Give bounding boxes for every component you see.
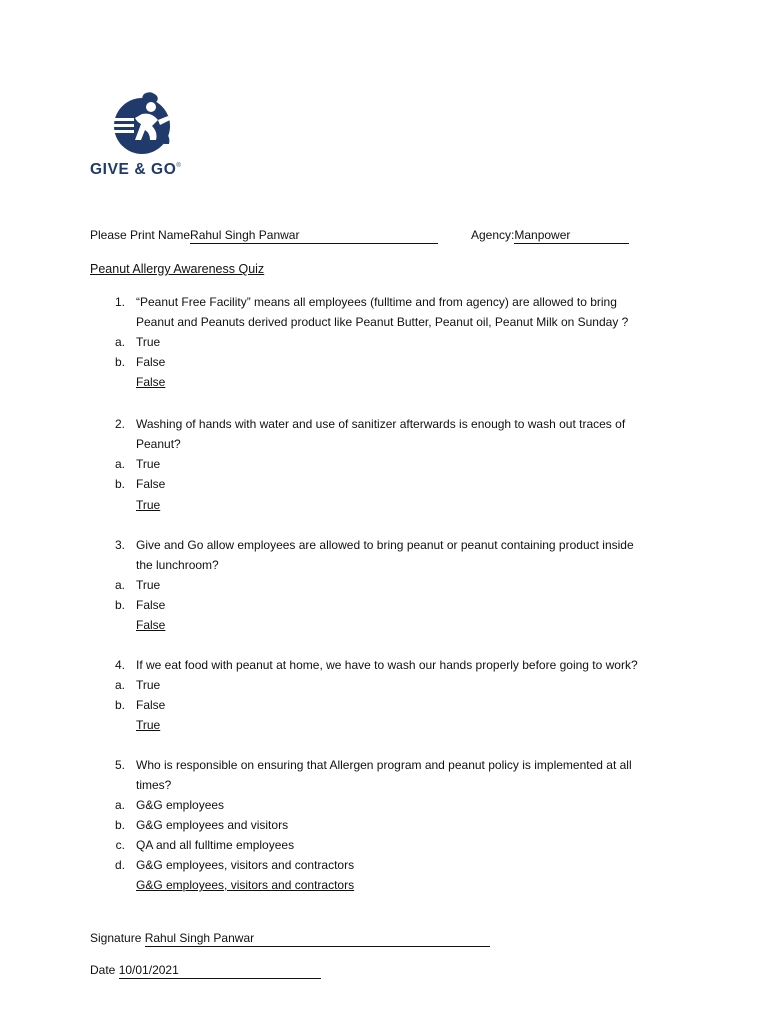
option-text: True xyxy=(136,457,161,471)
option-text: True xyxy=(136,678,161,692)
question-text-line: Washing of hands with water and use of sanitizer afterwards is enough to wash out traces of xyxy=(136,417,626,431)
option-text: False xyxy=(136,698,166,712)
agency-value: Manpower xyxy=(514,228,629,244)
option-letter: b. xyxy=(114,355,125,369)
option-letter: a. xyxy=(114,457,125,471)
question-text-line: Give and Go allow employees are allowed to bring peanut or peanut containing product inside xyxy=(136,538,634,552)
option-letter: a. xyxy=(114,678,125,692)
question-number: 3. xyxy=(114,538,125,552)
question-number: 5. xyxy=(114,758,125,772)
answer: True xyxy=(136,718,161,732)
option-text: False xyxy=(136,598,166,612)
chef-runner-icon xyxy=(108,90,186,158)
option-text: G&G employees, visitors and contractors xyxy=(136,858,355,872)
option-letter: a. xyxy=(114,798,125,812)
date-field xyxy=(90,962,321,979)
answer: False xyxy=(136,618,166,632)
agency-field xyxy=(471,227,629,244)
option-letter: b. xyxy=(114,598,125,612)
signature-value: Rahul Singh Panwar xyxy=(145,931,490,947)
logo-wordmark: GIVE & GO® xyxy=(90,161,182,178)
question-text-line: Peanut? xyxy=(136,437,181,451)
question-text-line: “Peanut Free Facility” means all employees (fulltime and from agency) are allowed to bring xyxy=(136,295,617,309)
signature-label: Signature xyxy=(90,931,142,945)
option-text: G&G employees xyxy=(136,798,225,812)
option-text: False xyxy=(136,355,166,369)
question-text-line: times? xyxy=(136,778,172,792)
agency-label: Agency: xyxy=(471,228,515,242)
give-and-go-logo xyxy=(90,90,210,182)
option-letter: a. xyxy=(114,335,125,349)
question-text-line: If we eat food with peanut at home, we have to wash our hands properly before going to work? xyxy=(136,658,638,672)
name-value: Rahul Singh Panwar xyxy=(190,228,438,244)
option-letter: d. xyxy=(114,858,125,872)
date-value: 10/01/2021 xyxy=(119,963,321,979)
question-text-line: Who is responsible on ensuring that Allergen program and peanut policy is implemented at all xyxy=(136,758,632,772)
date-label: Date xyxy=(90,963,116,977)
option-letter: c. xyxy=(115,838,125,852)
option-letter: a. xyxy=(114,578,125,592)
answer: True xyxy=(136,498,161,512)
option-text: G&G employees and visitors xyxy=(136,818,289,832)
answer: False xyxy=(136,375,166,389)
answer: G&G employees, visitors and contractors xyxy=(136,878,355,892)
name-label: Please Print Name xyxy=(90,228,191,242)
signature-field xyxy=(90,930,490,947)
quiz-title: Peanut Allergy Awareness Quiz xyxy=(90,262,265,276)
option-letter: b. xyxy=(114,698,125,712)
question-number: 2. xyxy=(114,417,125,431)
name-field xyxy=(90,227,438,244)
option-letter: b. xyxy=(114,818,125,832)
question-number: 1. xyxy=(114,295,125,309)
option-text: True xyxy=(136,335,161,349)
option-text: False xyxy=(136,477,166,491)
option-text: True xyxy=(136,578,161,592)
option-text: QA and all fulltime employees xyxy=(136,838,295,852)
question-text-line: Peanut and Peanuts derived product like Peanut Butter, Peanut oil, Peanut Milk on Sunday ? xyxy=(136,315,629,329)
question-number: 4. xyxy=(114,658,125,672)
option-letter: b. xyxy=(114,477,125,491)
question-text-line: the lunchroom? xyxy=(136,558,219,572)
